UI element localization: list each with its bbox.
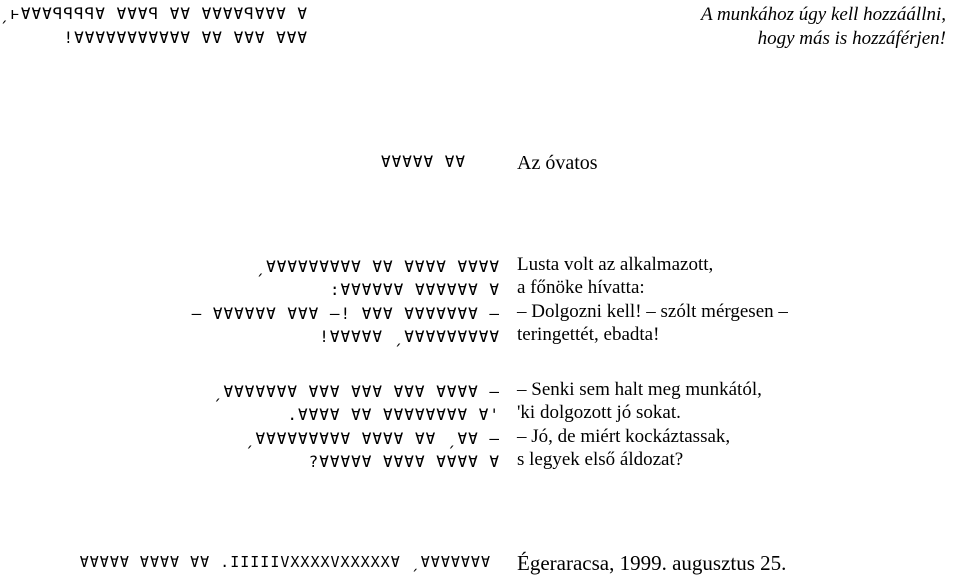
motto-line: hogy más is hozzáférjen!	[757, 28, 946, 49]
verse-line: teringettét, ebadta!	[517, 323, 660, 345]
runic-stanza-1	[192, 255, 500, 348]
runic-footer: ⱯⱯⱯⱯⱯ ⱯⱯⱯⱯ ⱯⱯ .IIIIIVXXXXVXXXXXⱯ ˏⱯⱯⱯⱯⱯⱯⱯ	[79, 553, 491, 571]
runic-line: :ⱯⱯⱯⱯⱯⱯ ⱯⱯⱯⱯⱯⱯ Ɐ	[329, 280, 500, 300]
runic-line: – ⱯⱯⱯⱯⱯⱯ ⱯⱯⱯ –! ⱯⱯⱯ ⱯⱯⱯⱯⱯⱯⱯ –	[191, 303, 500, 323]
verse-line: – Jó, de miért kockáztassak,	[517, 425, 731, 447]
verse-line: – Senki sem halt meg munkától,	[517, 379, 762, 400]
runic-motto	[0, 2, 308, 50]
verse-line: s legyek első áldozat?	[517, 448, 684, 470]
runic-line: ˏⱯⱯⱯⱯⱯⱯⱯ ⱯⱯⱯ ⱯⱯⱯ ⱯⱯⱯ ⱯⱯⱯⱯ –	[212, 382, 500, 401]
motto	[701, 3, 946, 51]
verse-line: – Dolgozni kell! – szólt mérgesen –	[517, 300, 788, 322]
runic-stanza-2	[213, 380, 500, 473]
verse-line: a főnöke hívatta:	[517, 277, 645, 299]
runic-line: !ⱯⱯⱯⱯⱯ ˏⱯⱯⱯⱯⱯⱯⱯⱯⱯ	[319, 326, 500, 346]
poem-title: Az óvatos	[517, 152, 598, 174]
verse-line: Lusta volt az alkalmazott,	[517, 254, 714, 275]
runic-motto-line: !ⱯⱯⱯⱯⱯⱯⱯⱯⱯⱯⱯ ⱯⱯ ⱯⱯⱯ ⱯⱯⱯ	[63, 28, 308, 47]
runic-line: .ⱯⱯⱯⱯ ⱯⱯ ⱯⱯⱯⱯⱯⱯⱯⱯ Ɐ'	[287, 405, 500, 425]
runic-line: ˏⱯⱯⱯⱯⱯⱯⱯⱯⱯ ⱯⱯ ⱯⱯⱯⱯ ⱯⱯⱯⱯ	[255, 257, 500, 276]
stanza-1	[517, 253, 788, 346]
runic-line: ˏⱯⱯⱯⱯⱯⱯⱯⱯⱯ ⱯⱯⱯⱯ ⱯⱯ ˏⱯⱯ –	[244, 428, 500, 448]
runic-title: ⱯⱯⱯⱯⱯ ⱯⱯ	[380, 152, 466, 171]
stanza-2	[517, 378, 762, 471]
runic-line: ?ⱯⱯⱯⱯⱯ ⱯⱯⱯⱯ ⱯⱯⱯⱯ Ɐ	[308, 451, 500, 471]
motto-line: A munkához úgy kell hozzáállni,	[700, 4, 946, 25]
place-date: Égeraracsa, 1999. augusztus 25.	[517, 551, 787, 575]
verse-line: 'ki dolgozott jó sokat.	[517, 402, 681, 424]
runic-motto-line: ˏⱶⱯⱯⱯꟼꟼꟼꟼⱯ ⱯⱯⱯꟼ ⱯⱯ ⱯⱯⱯⱯꟼⱯⱯⱯ Ɐ	[0, 4, 308, 23]
